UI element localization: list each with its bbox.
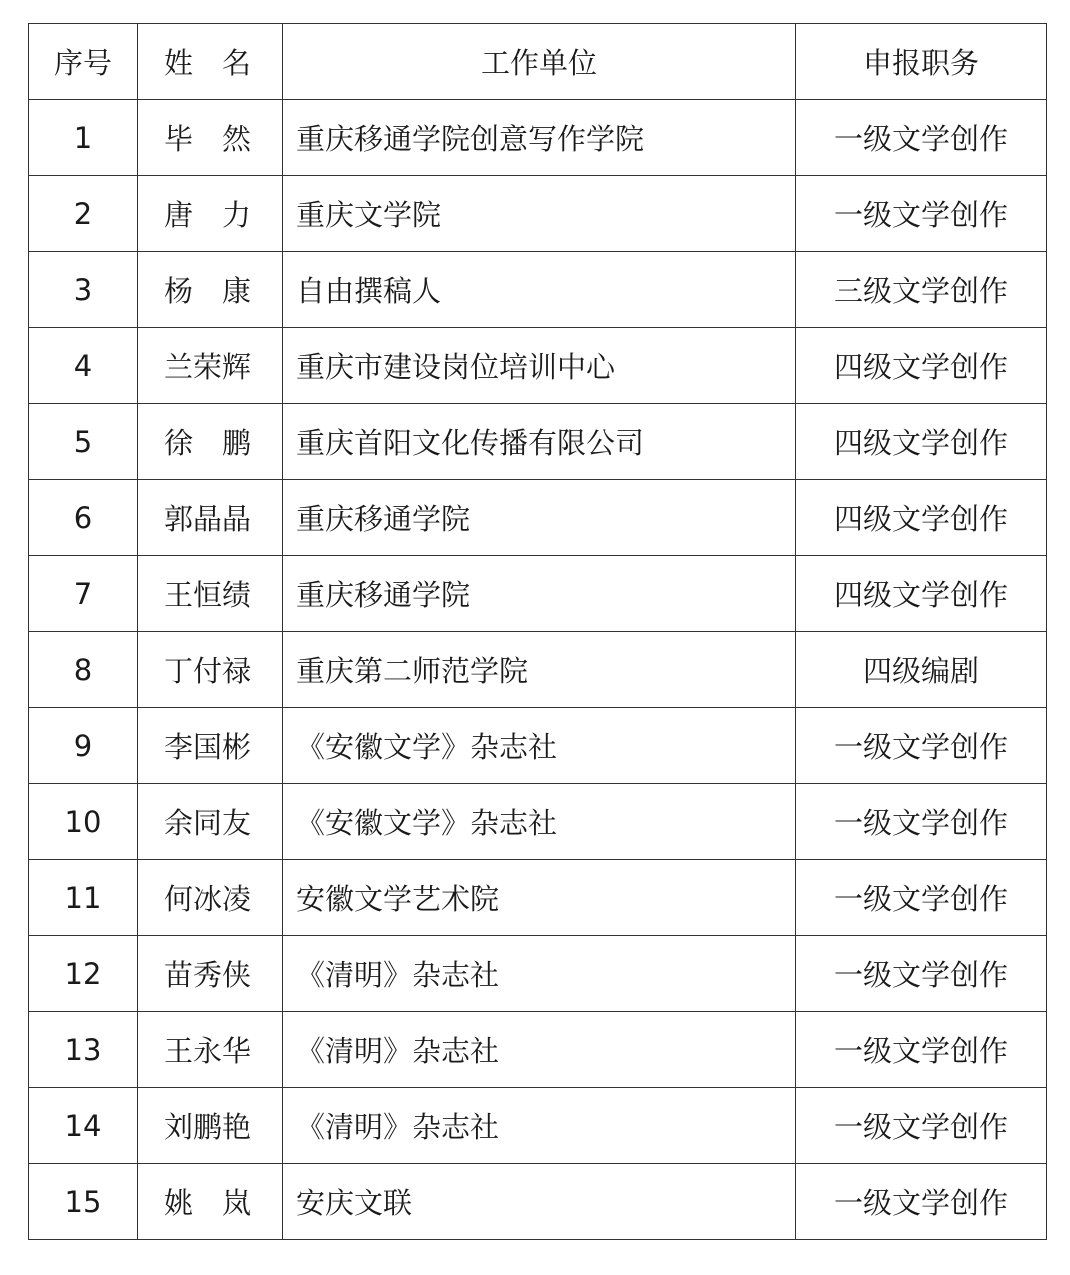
header-row bbox=[29, 24, 1047, 100]
row-unit: 《清明》杂志社 bbox=[283, 1012, 796, 1088]
row-unit: 《安徽文学》杂志社 bbox=[283, 708, 796, 784]
row-title: 四级文学创作 bbox=[796, 404, 1047, 480]
row-title: 一级文学创作 bbox=[796, 1164, 1047, 1240]
row-name: 兰荣辉 bbox=[138, 328, 283, 404]
header-name: 姓 名 bbox=[138, 24, 283, 100]
table-row bbox=[29, 176, 1047, 252]
table-row bbox=[29, 480, 1047, 556]
table-row bbox=[29, 328, 1047, 404]
row-unit: 自由撰稿人 bbox=[283, 252, 796, 328]
row-unit: 安庆文联 bbox=[283, 1164, 796, 1240]
row-title: 一级文学创作 bbox=[796, 860, 1047, 936]
table-row bbox=[29, 404, 1047, 480]
row-unit: 重庆市建设岗位培训中心 bbox=[283, 328, 796, 404]
row-unit: 重庆移通学院 bbox=[283, 556, 796, 632]
row-no: 15 bbox=[29, 1164, 138, 1240]
row-no: 2 bbox=[29, 176, 138, 252]
row-title: 一级文学创作 bbox=[796, 176, 1047, 252]
row-name: 苗秀侠 bbox=[138, 936, 283, 1012]
row-title: 三级文学创作 bbox=[796, 252, 1047, 328]
row-no: 12 bbox=[29, 936, 138, 1012]
row-title: 一级文学创作 bbox=[796, 784, 1047, 860]
row-name: 李国彬 bbox=[138, 708, 283, 784]
row-title: 四级文学创作 bbox=[796, 480, 1047, 556]
row-name: 唐 力 bbox=[138, 176, 283, 252]
row-no: 14 bbox=[29, 1088, 138, 1164]
table-row bbox=[29, 100, 1047, 176]
row-no: 10 bbox=[29, 784, 138, 860]
header-no: 序号 bbox=[29, 24, 138, 100]
row-title: 一级文学创作 bbox=[796, 100, 1047, 176]
row-name: 余同友 bbox=[138, 784, 283, 860]
table-row bbox=[29, 860, 1047, 936]
table-row bbox=[29, 1164, 1047, 1240]
table-row bbox=[29, 936, 1047, 1012]
table-row bbox=[29, 1088, 1047, 1164]
row-unit: 《清明》杂志社 bbox=[283, 936, 796, 1012]
row-name: 何冰凌 bbox=[138, 860, 283, 936]
table-row bbox=[29, 1012, 1047, 1088]
row-unit: 重庆移通学院创意写作学院 bbox=[283, 100, 796, 176]
row-title: 四级文学创作 bbox=[796, 328, 1047, 404]
row-name: 丁付禄 bbox=[138, 632, 283, 708]
row-title: 四级文学创作 bbox=[796, 556, 1047, 632]
row-no: 13 bbox=[29, 1012, 138, 1088]
row-title: 一级文学创作 bbox=[796, 936, 1047, 1012]
row-name: 王恒绩 bbox=[138, 556, 283, 632]
row-no: 11 bbox=[29, 860, 138, 936]
applicant-table bbox=[28, 23, 1047, 1240]
row-title: 一级文学创作 bbox=[796, 1012, 1047, 1088]
row-name: 杨 康 bbox=[138, 252, 283, 328]
table-row bbox=[29, 252, 1047, 328]
row-no: 3 bbox=[29, 252, 138, 328]
table-row bbox=[29, 708, 1047, 784]
row-no: 7 bbox=[29, 556, 138, 632]
header-unit: 工作单位 bbox=[283, 24, 796, 100]
row-name: 郭晶晶 bbox=[138, 480, 283, 556]
table-row bbox=[29, 784, 1047, 860]
row-no: 1 bbox=[29, 100, 138, 176]
row-unit: 《清明》杂志社 bbox=[283, 1088, 796, 1164]
row-title: 一级文学创作 bbox=[796, 1088, 1047, 1164]
row-unit: 安徽文学艺术院 bbox=[283, 860, 796, 936]
table-row bbox=[29, 632, 1047, 708]
row-name: 王永华 bbox=[138, 1012, 283, 1088]
row-title: 四级编剧 bbox=[796, 632, 1047, 708]
row-unit: 重庆文学院 bbox=[283, 176, 796, 252]
row-no: 4 bbox=[29, 328, 138, 404]
row-name: 刘鹏艳 bbox=[138, 1088, 283, 1164]
row-unit: 重庆移通学院 bbox=[283, 480, 796, 556]
row-no: 5 bbox=[29, 404, 138, 480]
row-name: 姚 岚 bbox=[138, 1164, 283, 1240]
header-title: 申报职务 bbox=[796, 24, 1047, 100]
row-no: 9 bbox=[29, 708, 138, 784]
row-title: 一级文学创作 bbox=[796, 708, 1047, 784]
row-unit: 重庆第二师范学院 bbox=[283, 632, 796, 708]
row-unit: 《安徽文学》杂志社 bbox=[283, 784, 796, 860]
row-unit: 重庆首阳文化传播有限公司 bbox=[283, 404, 796, 480]
row-no: 8 bbox=[29, 632, 138, 708]
row-name: 徐 鹏 bbox=[138, 404, 283, 480]
row-no: 6 bbox=[29, 480, 138, 556]
row-name: 毕 然 bbox=[138, 100, 283, 176]
table-row bbox=[29, 556, 1047, 632]
